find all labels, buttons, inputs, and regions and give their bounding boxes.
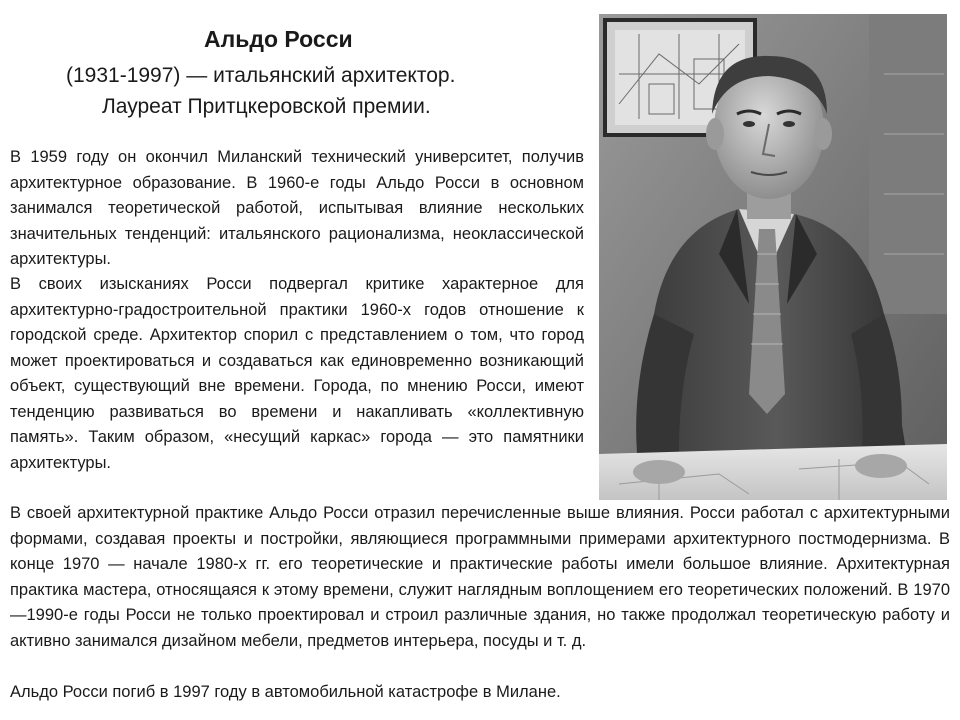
paragraph-education: В 1959 году он окончил Миланский технический университет, получив архитектурное образование. В 1960-е годы Альдо Росси в основном занимался теоретической работой, испытывая влияние нескольких значительных тенденций: итальянского рационализма, неоклассической архитектуры. — [10, 148, 584, 268]
page-title: Альдо Росси — [204, 26, 353, 52]
subtitle-award: Лауреат Притцкеровской премии. — [102, 95, 431, 118]
portrait-photo — [599, 14, 947, 500]
paragraph-city-theory: В своих изысканиях Росси подвергал критике характерное для архитектурно-градостроительной практики 1960-х годов отношение к городской среде. Архитектор спорил с представлением о том, что город может проектироваться и создаваться как единовременно возникающий объект, существующий вне времени. Города, по мнению Росси, имеют тенденцию развиваться во времени и накапливать «коллективную память». Таким образом, «несущий каркас» города — это памятники архитектуры. — [10, 275, 584, 472]
paragraph-practice: В своей архитектурной практике Альдо Росси отразил перечисленные выше влияния. Росси работал с архитектурными формами, создавая проекты и постройки, являющиеся программными примерами архитектурного постмодернизма. В конце 1970 — начале 1980-х гг. его теоретические и практические работы имели большое влияние. Архитектурная практика мастера, относящаяся к этому времени, служит наглядным воплощением его теоретических положений. В 1970—1990-е годы Росси не только проектировал и строил различные здания, но также продолжал теоретическую работу и активно занимался дизайном мебели, предметов интерьера, посуды и т. д. — [10, 504, 950, 650]
subtitle-dates: (1931-1997) — итальянский архитектор. — [66, 64, 456, 87]
paragraph-death: Альдо Росси погиб в 1997 году в автомобильной катастрофе в Милане. — [10, 683, 561, 701]
